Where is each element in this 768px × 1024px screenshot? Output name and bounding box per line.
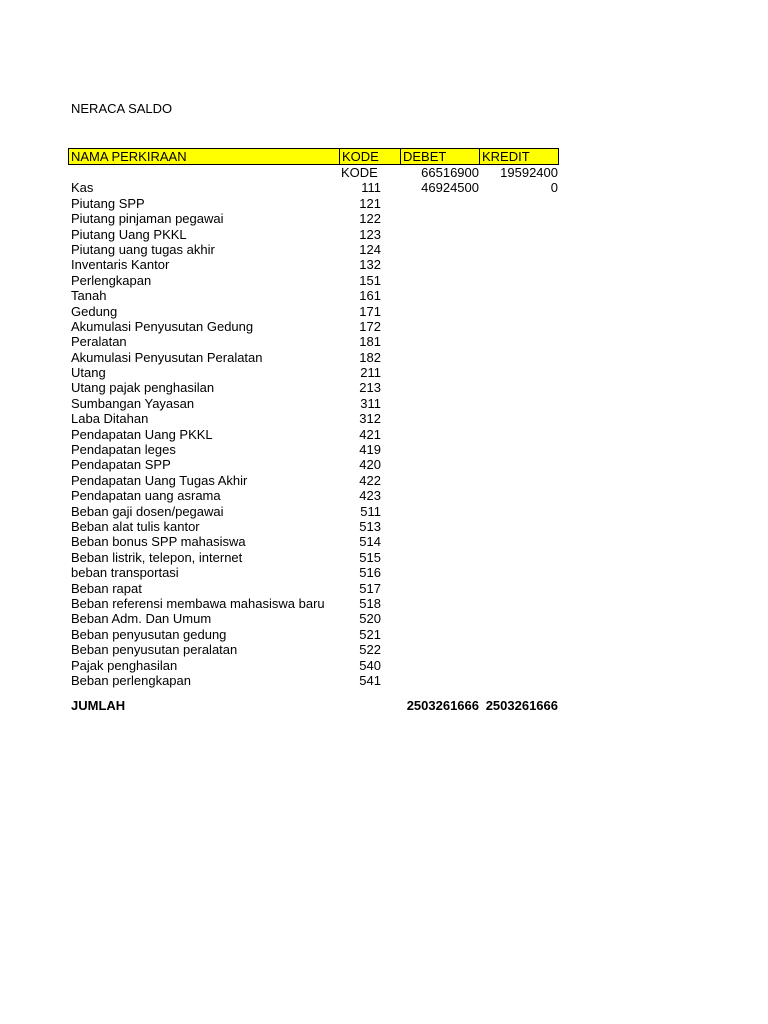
account-kredit — [480, 581, 558, 596]
table-row — [68, 473, 559, 488]
account-name: Piutang SPP — [71, 195, 145, 211]
account-code: 161 — [359, 288, 381, 304]
account-code: 121 — [359, 195, 381, 211]
table-row — [68, 180, 559, 195]
account-name: Beban Adm. Dan Umum — [71, 611, 212, 627]
account-kredit — [480, 242, 558, 257]
table-row — [68, 550, 559, 565]
subheader-code: KODE — [341, 165, 378, 180]
account-kredit — [480, 304, 558, 319]
account-debet — [401, 304, 479, 319]
account-code: 520 — [359, 611, 381, 627]
account-kredit — [480, 350, 558, 365]
table-row — [68, 488, 559, 503]
account-debet — [401, 273, 479, 288]
account-name: Akumulasi Penyusutan Gedung — [71, 318, 254, 334]
table-row — [68, 534, 559, 549]
table-row — [68, 581, 559, 596]
account-debet — [401, 288, 479, 303]
account-kredit — [480, 519, 558, 534]
account-kredit — [480, 488, 558, 503]
table-row — [68, 519, 559, 534]
table-row — [68, 673, 559, 688]
account-debet — [401, 658, 479, 673]
header-debet: DEBET — [401, 149, 480, 164]
table-row — [68, 442, 559, 457]
account-code: 522 — [359, 642, 381, 658]
account-code: 213 — [359, 380, 381, 396]
account-debet — [401, 396, 479, 411]
account-debet — [401, 457, 479, 472]
account-code: 517 — [359, 580, 381, 596]
account-name: Tanah — [71, 288, 107, 304]
subheader-kredit: 19592400 — [500, 165, 558, 180]
account-kredit — [480, 534, 558, 549]
account-name: Beban bonus SPP mahasiswa — [71, 534, 246, 550]
account-code: 423 — [359, 488, 381, 504]
account-name: Inventaris Kantor — [71, 257, 170, 273]
account-name: Beban perlengkapan — [71, 672, 191, 688]
account-debet — [401, 350, 479, 365]
table-row — [68, 596, 559, 611]
account-code: 521 — [359, 626, 381, 642]
table-row — [68, 380, 559, 395]
account-debet — [401, 257, 479, 272]
subheader-debet: 66516900 — [421, 165, 479, 180]
page-title: NERACA SALDO — [71, 101, 173, 116]
account-name: Beban listrik, telepon, internet — [71, 549, 243, 565]
table-row — [68, 658, 559, 673]
account-debet — [401, 411, 479, 426]
account-name: Pendapatan SPP — [71, 457, 171, 473]
header-code: KODE — [340, 149, 401, 164]
account-debet — [401, 673, 479, 688]
account-code: 181 — [359, 334, 381, 350]
total-kredit: 2503261666 — [485, 698, 558, 714]
table-row — [68, 627, 559, 642]
account-name: Kas — [71, 180, 94, 196]
account-code: 511 — [360, 503, 381, 519]
account-name: Pendapatan Uang PKKL — [71, 426, 213, 442]
account-name: Piutang pinjaman pegawai — [71, 211, 224, 227]
table-row — [68, 257, 559, 272]
account-code: 540 — [359, 657, 381, 673]
account-kredit — [480, 565, 558, 580]
account-code: 182 — [359, 349, 381, 365]
account-kredit — [480, 673, 558, 688]
account-code: 311 — [360, 395, 381, 411]
account-debet — [401, 627, 479, 642]
account-kredit — [480, 319, 558, 334]
account-code: 515 — [359, 549, 381, 565]
table-row — [68, 319, 559, 334]
account-kredit — [480, 273, 558, 288]
account-kredit — [480, 411, 558, 426]
table-row — [68, 457, 559, 472]
total-row — [68, 698, 559, 713]
account-kredit — [480, 550, 558, 565]
account-name: Pendapatan leges — [71, 442, 176, 458]
account-name: Beban penyusutan peralatan — [71, 642, 238, 658]
account-kredit — [480, 658, 558, 673]
account-name: Piutang uang tugas akhir — [71, 241, 215, 257]
account-debet — [401, 227, 479, 242]
table-row — [68, 642, 559, 657]
account-name: Beban referensi membawa mahasiswa baru — [71, 595, 325, 611]
account-debet — [401, 611, 479, 626]
account-debet — [401, 334, 479, 349]
table-row — [68, 288, 559, 303]
account-kredit — [480, 196, 558, 211]
account-kredit — [480, 457, 558, 472]
table-row — [68, 504, 559, 519]
subheader-row — [68, 165, 559, 180]
account-debet — [401, 565, 479, 580]
account-kredit — [480, 365, 558, 380]
account-code: 421 — [359, 426, 381, 442]
account-debet — [401, 242, 479, 257]
account-debet — [401, 504, 479, 519]
account-kredit — [480, 396, 558, 411]
table-row — [68, 227, 559, 242]
account-code: 151 — [359, 272, 381, 288]
account-code: 420 — [359, 457, 381, 473]
account-name: Peralatan — [71, 334, 127, 350]
account-debet — [401, 427, 479, 442]
account-debet — [401, 642, 479, 657]
table-header-row — [68, 148, 559, 165]
account-name: Beban gaji dosen/pegawai — [71, 503, 224, 519]
table-row — [68, 396, 559, 411]
account-code: 172 — [359, 318, 381, 334]
table-row — [68, 242, 559, 257]
table-row — [68, 211, 559, 226]
account-debet — [401, 534, 479, 549]
account-code: 513 — [359, 518, 381, 534]
table-row — [68, 350, 559, 365]
table-row — [68, 273, 559, 288]
table-row — [68, 304, 559, 319]
table-row — [68, 611, 559, 626]
account-debet — [401, 519, 479, 534]
table-row — [68, 427, 559, 442]
account-kredit — [480, 211, 558, 226]
table-row — [68, 565, 559, 580]
account-debet — [401, 196, 479, 211]
account-debet — [401, 473, 479, 488]
account-debet — [401, 581, 479, 596]
account-name: Piutang Uang PKKL — [71, 226, 187, 242]
account-code: 514 — [359, 534, 381, 550]
table-row — [68, 196, 559, 211]
account-name: Pendapatan Uang Tugas Akhir — [71, 472, 248, 488]
account-code: 124 — [359, 241, 381, 257]
header-kredit: KREDIT — [482, 149, 530, 164]
table-row — [68, 365, 559, 380]
account-kredit — [480, 442, 558, 457]
account-kredit — [480, 380, 558, 395]
account-code: 122 — [359, 211, 381, 227]
account-name: Pajak penghasilan — [71, 657, 178, 673]
account-code: 422 — [359, 472, 381, 488]
account-code: 518 — [359, 595, 381, 611]
account-debet — [401, 550, 479, 565]
account-name: Pendapatan uang asrama — [71, 488, 221, 504]
account-code: 111 — [361, 180, 381, 196]
account-kredit — [480, 227, 558, 242]
account-name: Beban rapat — [71, 580, 142, 596]
account-code: 312 — [359, 411, 381, 427]
account-kredit — [480, 427, 558, 442]
account-kredit — [480, 473, 558, 488]
account-name: Utang pajak penghasilan — [71, 380, 215, 396]
trial-balance-table — [68, 148, 559, 714]
account-debet — [401, 442, 479, 457]
account-kredit — [480, 596, 558, 611]
total-label: JUMLAH — [71, 698, 126, 714]
header-name: NAMA PERKIRAAN — [69, 149, 340, 164]
account-debet: 46924500 — [421, 180, 479, 196]
account-code: 171 — [359, 303, 381, 319]
account-name: Gedung — [71, 303, 118, 319]
account-name: Sumbangan Yayasan — [71, 395, 195, 411]
table-row — [68, 334, 559, 349]
account-name: beban transportasi — [71, 565, 179, 581]
total-debet: 2503261666 — [406, 698, 479, 714]
table-row — [68, 411, 559, 426]
account-debet — [401, 380, 479, 395]
account-debet — [401, 488, 479, 503]
account-kredit — [480, 334, 558, 349]
account-kredit — [480, 642, 558, 657]
account-kredit — [480, 627, 558, 642]
account-debet — [401, 365, 479, 380]
account-name: Beban penyusutan gedung — [71, 626, 227, 642]
account-kredit: 0 — [550, 180, 558, 196]
account-rows — [68, 180, 559, 688]
account-debet — [401, 319, 479, 334]
account-code: 123 — [359, 226, 381, 242]
account-name: Laba Ditahan — [71, 411, 149, 427]
account-code: 211 — [360, 365, 381, 381]
account-code: 132 — [359, 257, 381, 273]
account-name: Perlengkapan — [71, 272, 152, 288]
account-code: 541 — [359, 672, 381, 688]
account-debet — [401, 596, 479, 611]
account-debet — [401, 211, 479, 226]
account-name: Akumulasi Penyusutan Peralatan — [71, 349, 263, 365]
account-kredit — [480, 257, 558, 272]
account-kredit — [480, 288, 558, 303]
account-name: Utang — [71, 365, 106, 381]
account-kredit — [480, 504, 558, 519]
account-name: Beban alat tulis kantor — [71, 518, 200, 534]
account-code: 419 — [359, 442, 381, 458]
account-kredit — [480, 611, 558, 626]
account-code: 516 — [359, 565, 381, 581]
